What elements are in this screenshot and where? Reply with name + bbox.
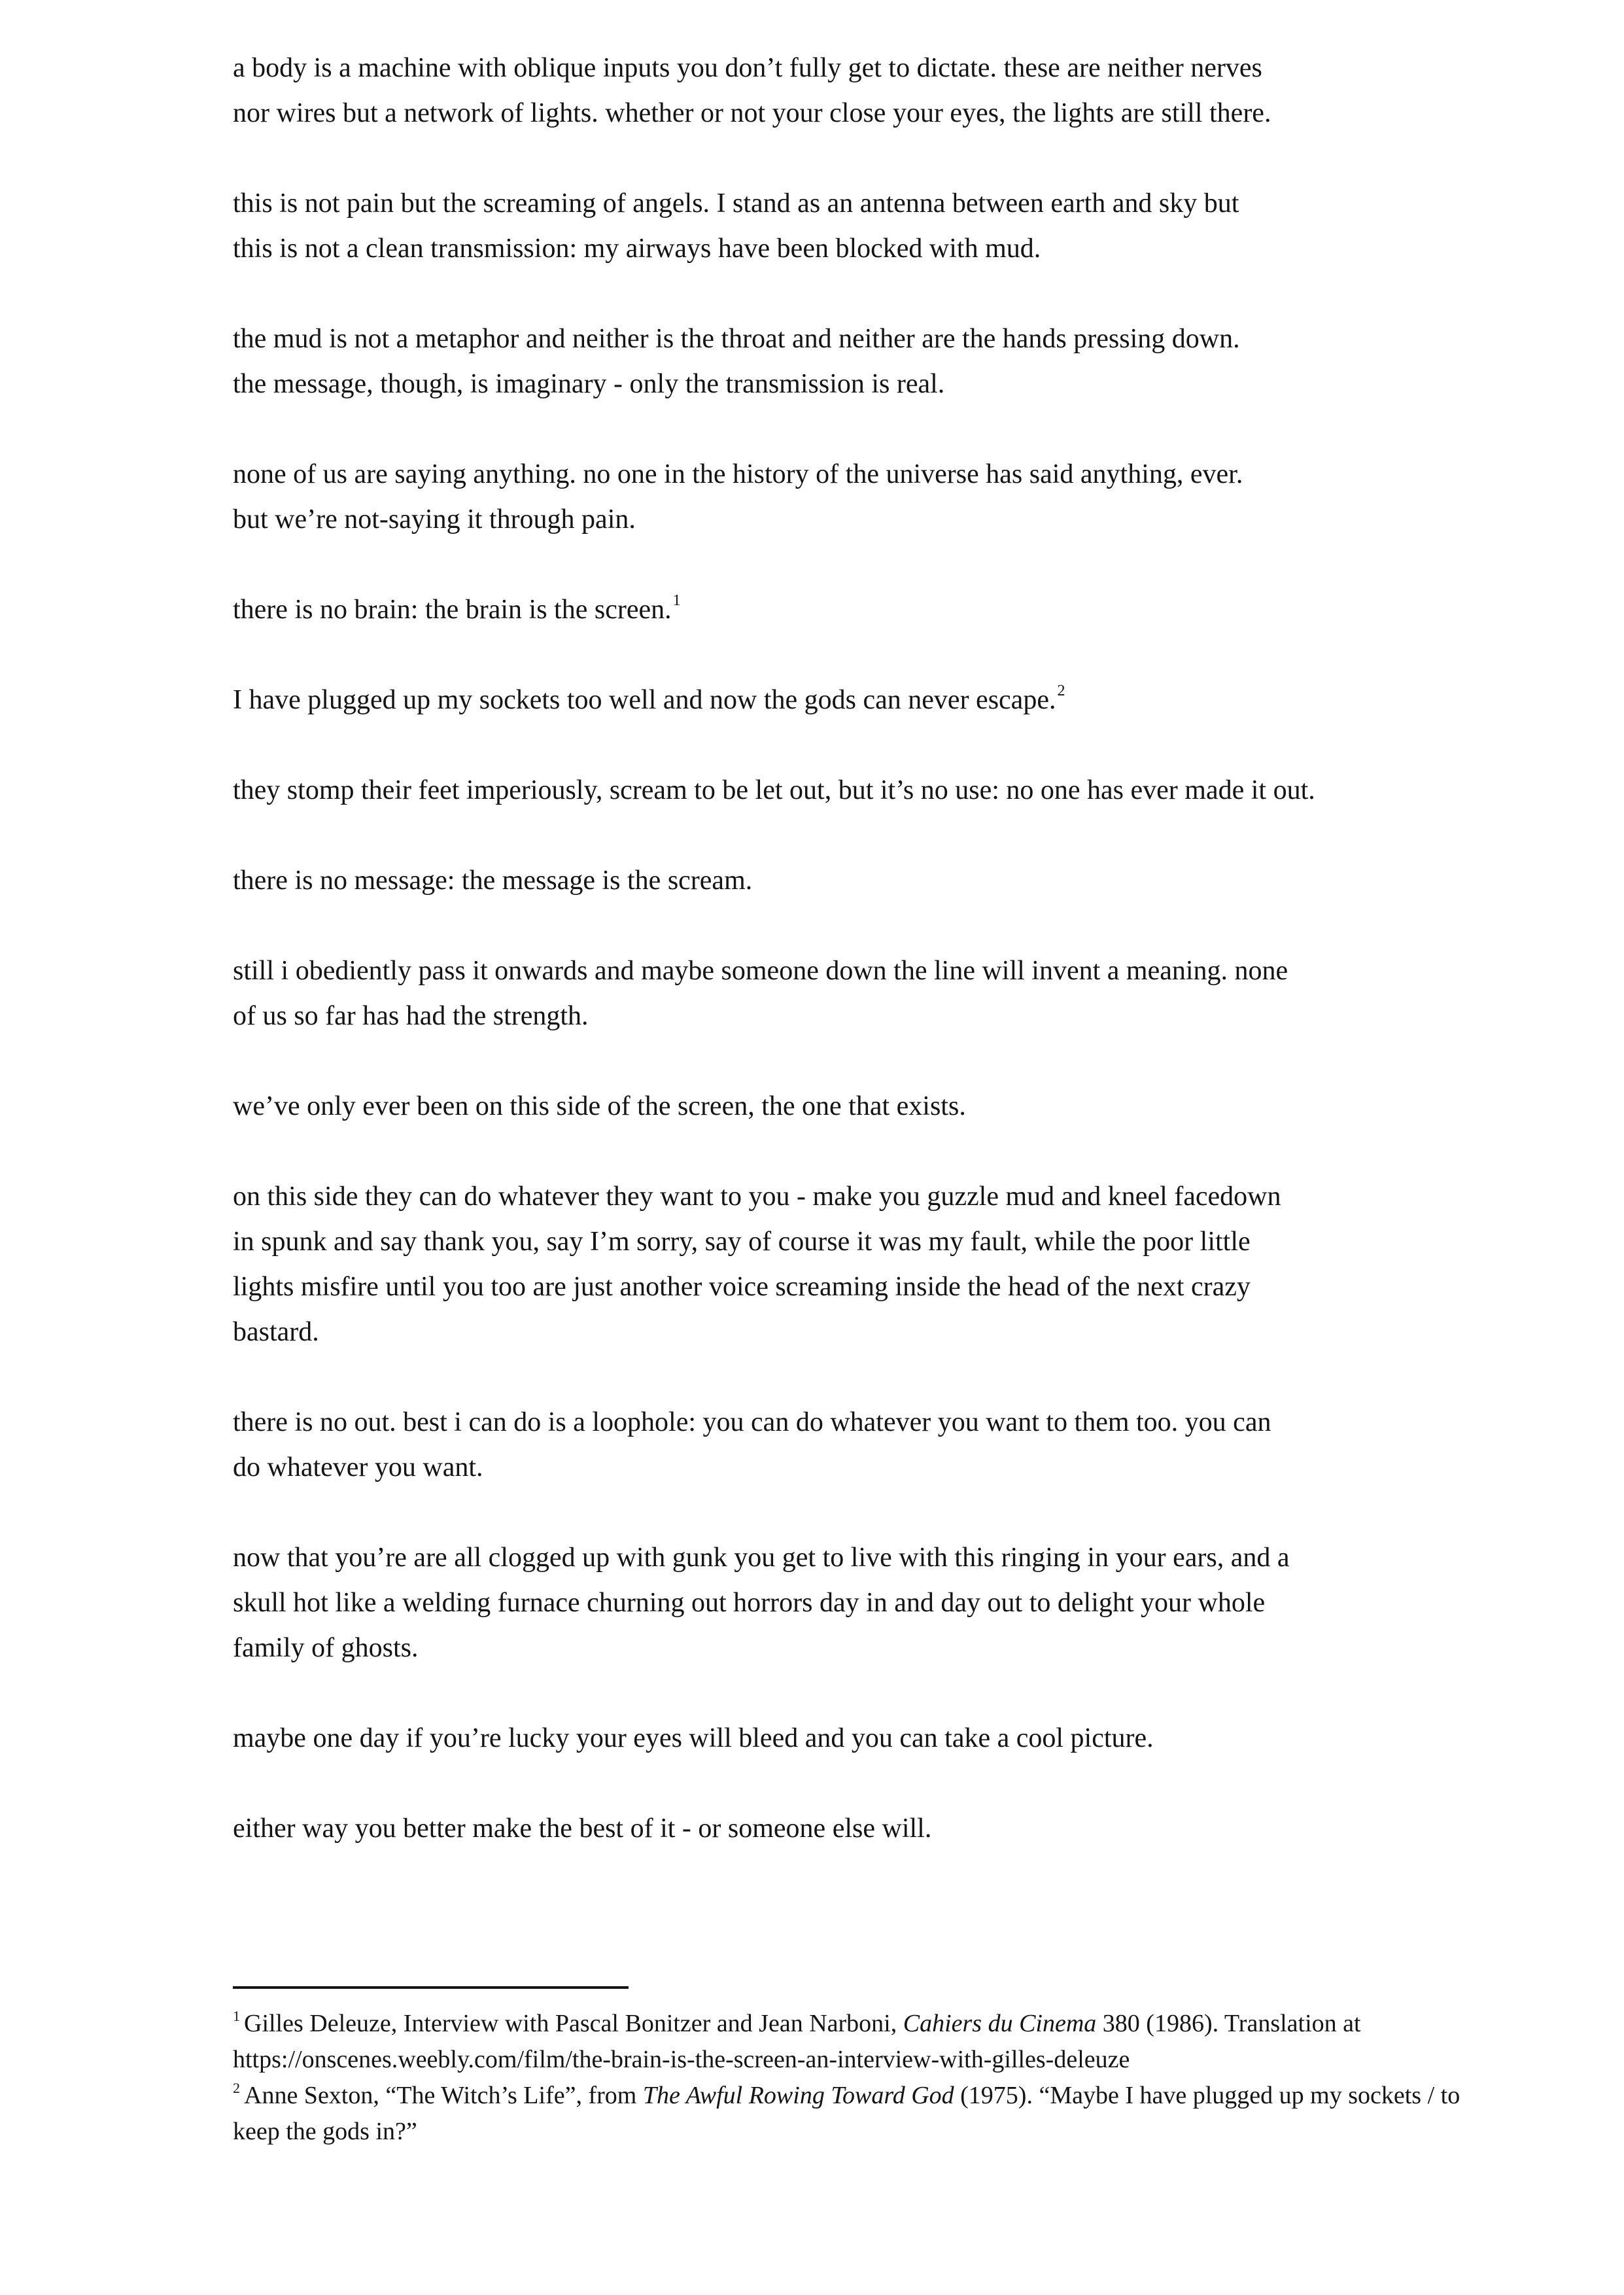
footnote-link[interactable]: https://onscenes.weebly.com/film/the-brain-is-the-screen-an-interview-with-gilles-deleuze <box>233 2046 1130 2073</box>
footnote-text: Anne Sexton, “The Witch’s Life”, from <box>244 2082 643 2109</box>
paragraph-5 <box>233 587 1541 633</box>
footnote-italic-title: Cahiers du Cinema <box>903 2010 1097 2037</box>
text-line: the message, though, is imaginary - only the transmission is real. <box>233 369 945 399</box>
footnote-number: 1 <box>233 2008 240 2024</box>
paragraph-14 <box>233 1716 1541 1761</box>
footnote-italic-title: The Awful Rowing Toward God <box>642 2082 954 2109</box>
paragraph-8 <box>233 858 1541 903</box>
paragraph-7 <box>233 768 1541 813</box>
paragraph-6 <box>233 678 1541 723</box>
footnote-line: keep the gods in?” <box>233 2118 417 2145</box>
paragraph-1 <box>233 46 1541 136</box>
footnote-reference-1[interactable]: 1 <box>672 592 681 609</box>
text-line: the mud is not a metaphor and neither is the throat and neither are the hands pressing down. <box>233 324 1240 354</box>
text-line: but we’re not-saying it through pain. <box>233 504 636 534</box>
text-run: I have plugged up my sockets too well and now the gods can never escape. <box>233 685 1056 715</box>
text-line: either way you better make the best of it - or someone else will. <box>233 1813 932 1844</box>
text-line: family of ghosts. <box>233 1633 419 1663</box>
text-line: maybe one day if you’re lucky your eyes will bleed and you can take a cool picture. <box>233 1723 1154 1753</box>
footnote-1 <box>233 2006 1541 2078</box>
poem-body <box>233 46 1541 1897</box>
paragraph-3 <box>233 317 1541 407</box>
text-line: a body is a machine with oblique inputs you don’t fully get to dictate. these are neither nerves <box>233 53 1262 83</box>
footnotes-section <box>233 1986 1541 2150</box>
paragraph-4 <box>233 452 1541 542</box>
text-line: there is no message: the message is the scream. <box>233 866 753 896</box>
footnote-reference-2[interactable]: 2 <box>1057 682 1065 699</box>
text-line: this is not a clean transmission: my airways have been blocked with mud. <box>233 234 1041 264</box>
paragraph-9 <box>233 949 1541 1039</box>
text-line: now that you’re are all clogged up with gunk you get to live with this ringing in your ears, and a <box>233 1543 1290 1573</box>
text-line: bastard. <box>233 1317 319 1347</box>
footnote-2 <box>233 2078 1541 2150</box>
text-line: none of us are saying anything. no one in the history of the universe has said anything, ever. <box>233 459 1243 489</box>
footnote-text: (1975). “Maybe I have plugged up my sockets / to <box>954 2082 1460 2109</box>
text-line <box>233 587 1541 633</box>
paragraph-10 <box>233 1084 1541 1129</box>
footnote-number: 2 <box>233 2080 240 2096</box>
paragraph-15 <box>233 1806 1541 1851</box>
text-line: we’ve only ever been on this side of the screen, the one that exists. <box>233 1091 966 1121</box>
text-line: of us so far has had the strength. <box>233 1001 589 1031</box>
footnote-divider <box>233 1986 629 1989</box>
text-line: do whatever you want. <box>233 1452 483 1482</box>
text-line: still i obediently pass it onwards and maybe someone down the line will invent a meaning. none <box>233 956 1288 986</box>
paragraph-11 <box>233 1174 1541 1355</box>
text-line: skull hot like a welding furnace churning out horrors day in and day out to delight your whole <box>233 1588 1266 1618</box>
paragraph-13 <box>233 1535 1541 1671</box>
footnote-line <box>233 2078 1541 2114</box>
text-line: in spunk and say thank you, say I’m sorry, say of course it was my fault, while the poor little <box>233 1227 1251 1257</box>
text-line: there is no out. best i can do is a loophole: you can do whatever you want to them too. you can <box>233 1407 1271 1437</box>
paragraph-2 <box>233 181 1541 272</box>
text-line: they stomp their feet imperiously, scream to be let out, but it’s no use: no one has ever made it out. <box>233 775 1315 805</box>
footnote-text: Gilles Deleuze, Interview with Pascal Bonitzer and Jean Narboni, <box>244 2010 903 2037</box>
text-line: on this side they can do whatever they want to you - make you guzzle mud and kneel facedown <box>233 1182 1281 1212</box>
text-line: lights misfire until you too are just another voice screaming inside the head of the next crazy <box>233 1272 1251 1302</box>
text-line: nor wires but a network of lights. whether or not your close your eyes, the lights are still there. <box>233 98 1271 128</box>
footnote-text: 380 (1986). Translation at <box>1096 2010 1361 2037</box>
text-line: this is not pain but the screaming of angels. I stand as an antenna between earth and sky but <box>233 188 1239 219</box>
text-line <box>233 678 1541 723</box>
paragraph-12 <box>233 1400 1541 1490</box>
text-run: there is no brain: the brain is the screen. <box>233 595 672 625</box>
footnote-line <box>233 2006 1541 2042</box>
